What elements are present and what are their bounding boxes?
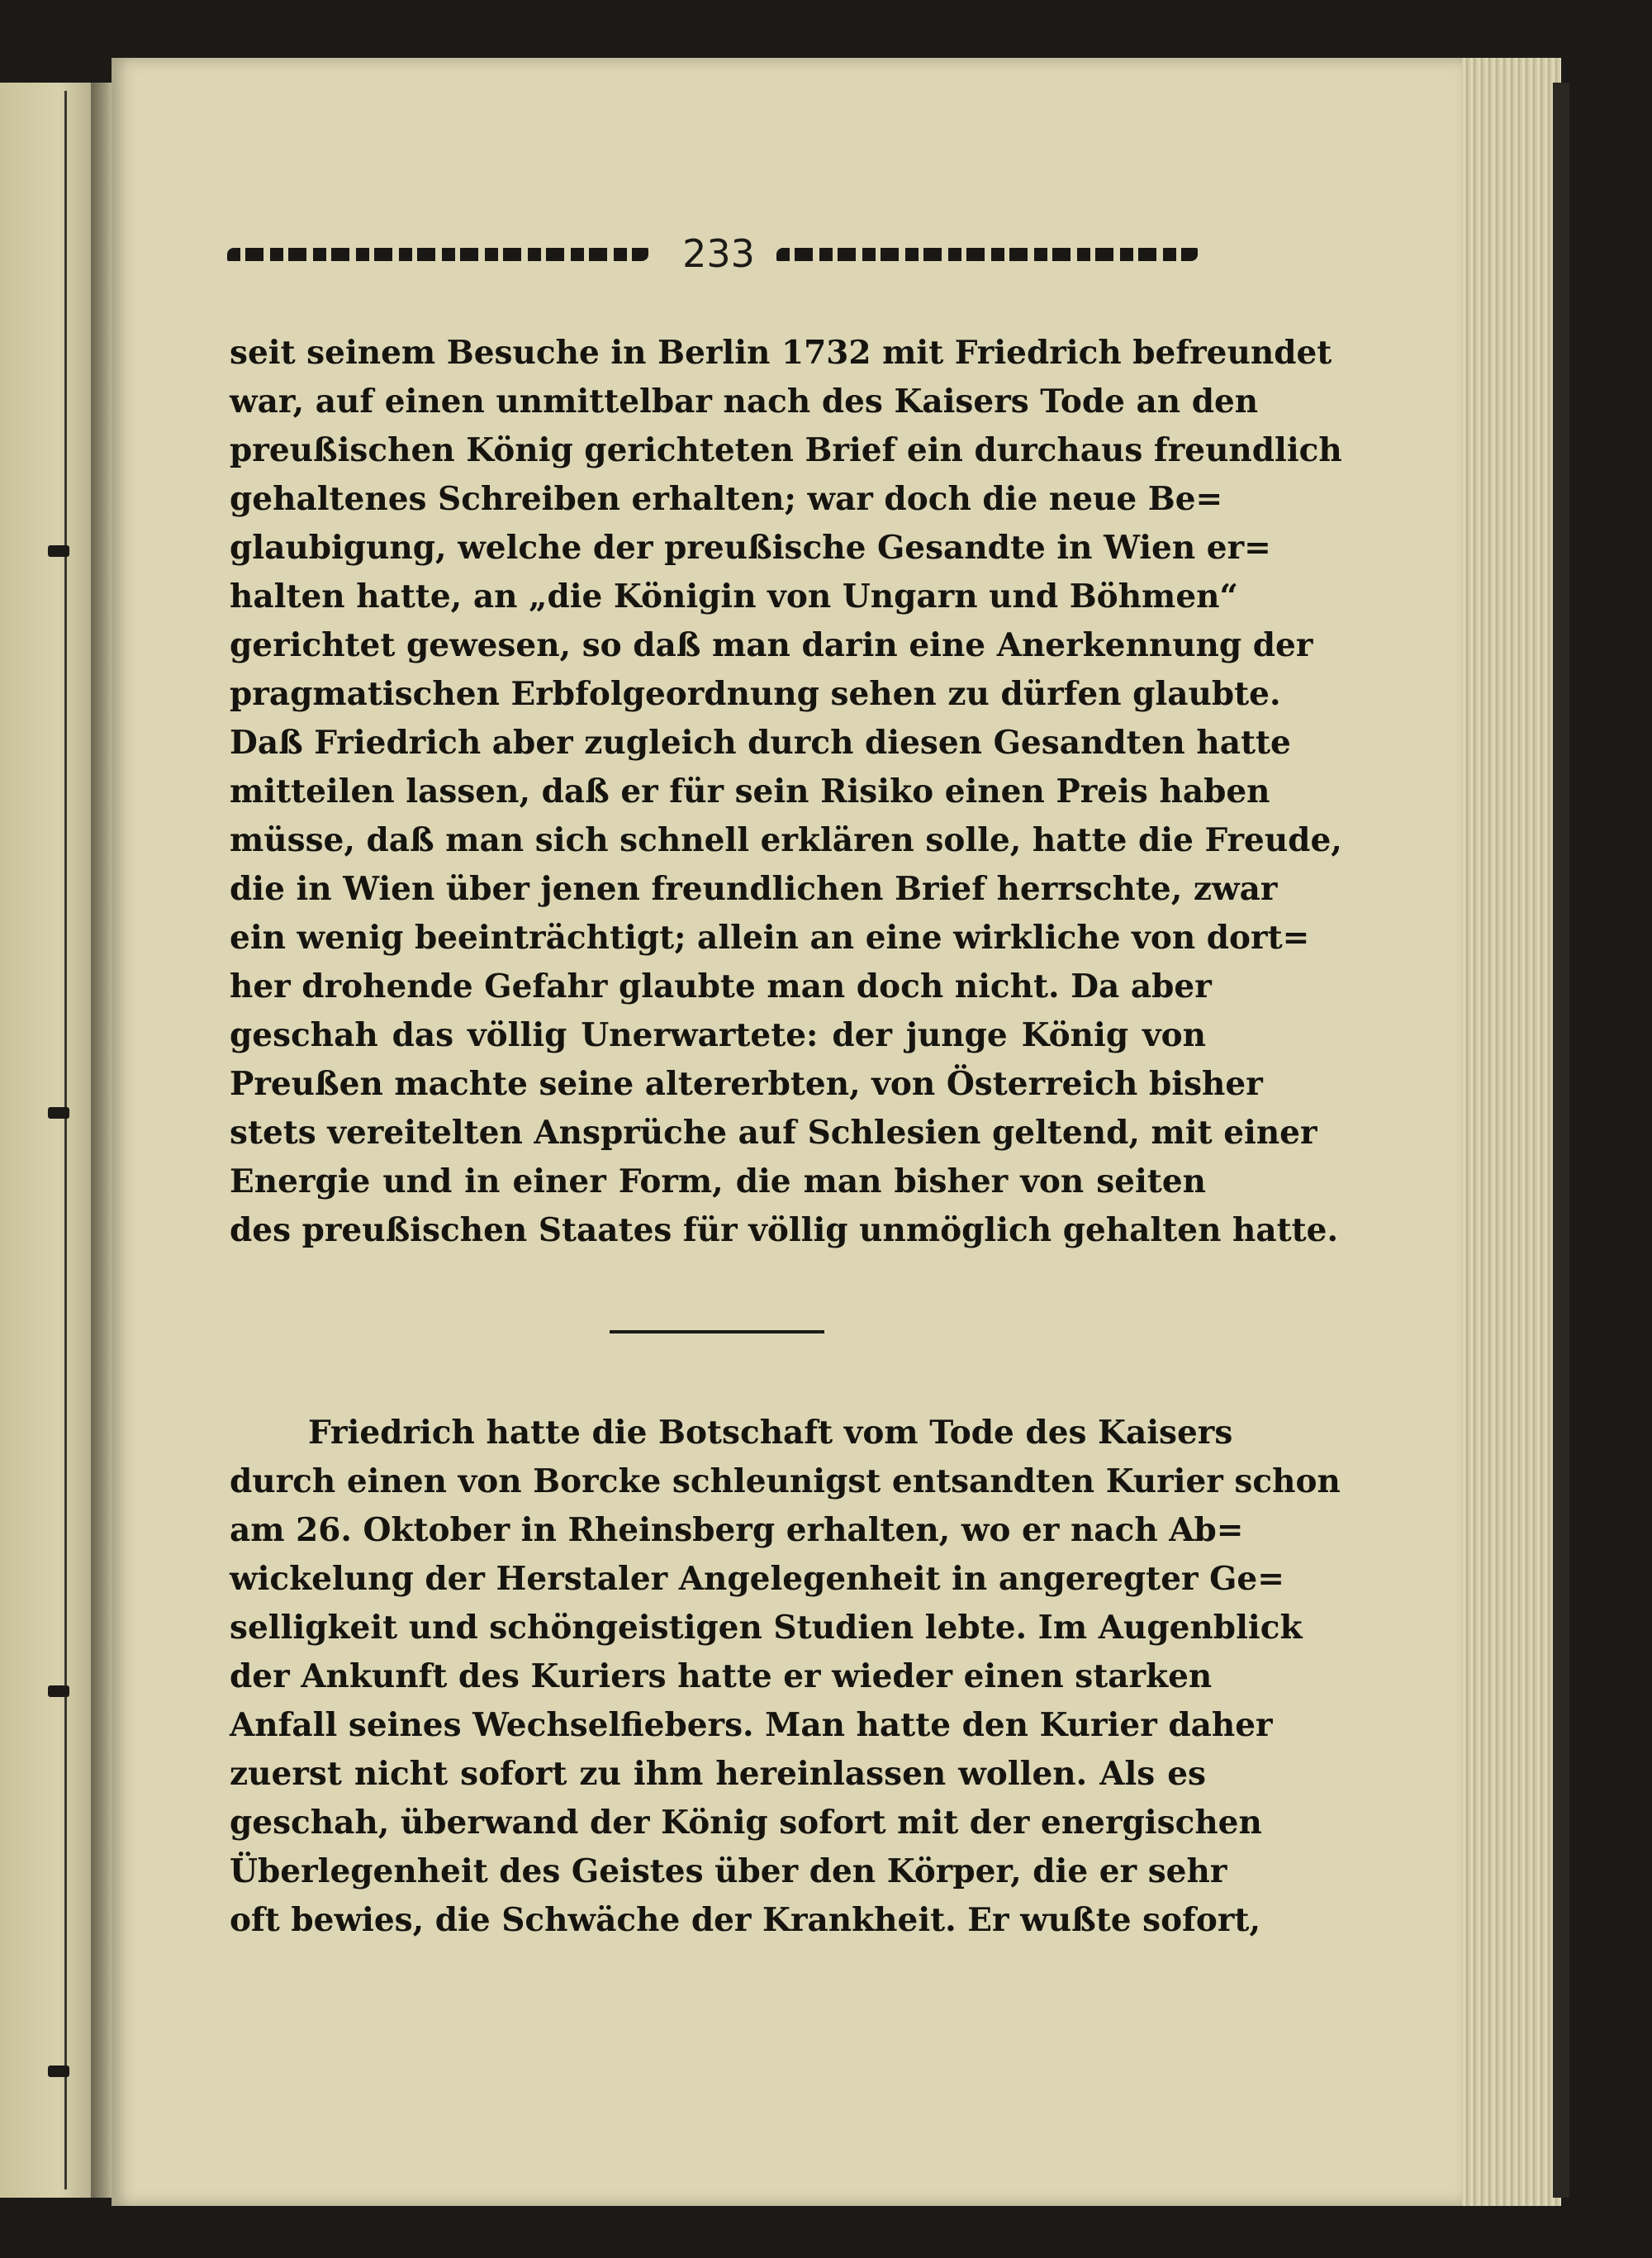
- paragraph-1: [230, 329, 1342, 1255]
- page-number: 233: [682, 231, 755, 276]
- text-line: Friedrich hatte die Botschaft vom Tode des Kaisers: [308, 1414, 1233, 1452]
- text-line: gerichtet gewesen, so daß man darin eine Anerkennung der: [230, 626, 1313, 664]
- binding-mark: [48, 545, 69, 557]
- text-line: der Ankunft des Kuriers hatte er wieder einen starken: [230, 1657, 1213, 1695]
- text-line: durch einen von Borcke schleunigst entsandten Kurier schon: [230, 1462, 1341, 1500]
- binding-mark: [48, 1107, 69, 1119]
- text-line: ein wenig beeinträchtigt; allein an eine wirkliche von dort=: [230, 919, 1310, 957]
- text-line: geschah, überwand der König sofort mit der energischen: [230, 1804, 1262, 1842]
- text-line: mitteilen lassen, daß er für sein Risiko einen Preis haben: [230, 772, 1270, 811]
- text-line: oft bewies, die Schwäche der Krankheit. Er wußte sofort,: [230, 1901, 1261, 1939]
- text-line: selligkeit und schöngeistigen Studien lebte. Im Augenblick: [230, 1609, 1303, 1647]
- text-line: des preußischen Staates für völlig unmöglich gehalten hatte.: [230, 1211, 1339, 1249]
- running-header: [227, 233, 1202, 274]
- text-line: geschah das völlig Unerwartete: der junge König von: [230, 1016, 1206, 1054]
- paragraph-2: [230, 1409, 1341, 1945]
- text-line: Anfall seines Wechselfiebers. Man hatte den Kurier daher: [230, 1706, 1273, 1744]
- text-line: zuerst nicht sofort zu ihm hereinlassen wollen. Als es: [230, 1755, 1206, 1793]
- text-line: seit seinem Besuche in Berlin 1732 mit Friedrich befreundet: [230, 334, 1332, 372]
- text-line: Preußen machte seine altererbten, von Österreich bisher: [230, 1065, 1263, 1103]
- section-divider: [610, 1330, 824, 1333]
- text-line: Energie und in einer Form, die man bisher von seiten: [230, 1162, 1206, 1200]
- text-line: wickelung der Herstaler Angelegenheit in angeregter Ge=: [230, 1560, 1284, 1598]
- text-line: glaubigung, welche der preußische Gesandte in Wien er=: [230, 529, 1271, 567]
- header-ornament-right: [776, 248, 1198, 261]
- text-line: Daß Friedrich aber zugleich durch diesen Gesandten hatte: [230, 724, 1291, 762]
- text-line: halten hatte, an „die Königin von Ungarn und Böhmen“: [230, 578, 1238, 616]
- binding-mark: [48, 1685, 69, 1697]
- cover-edge: [1553, 83, 1569, 2198]
- text-line: preußischen König gerichteten Brief ein durchaus freundlich: [230, 431, 1342, 469]
- text-line: die in Wien über jenen freundlichen Brief herrschte, zwar: [230, 870, 1278, 908]
- binding-mark: [48, 2065, 69, 2077]
- text-line: Überlegenheit des Geistes über den Körper, die er sehr: [230, 1852, 1227, 1890]
- text-line: her drohende Gefahr glaubte man doch nicht. Da aber: [230, 967, 1212, 1005]
- text-line: am 26. Oktober in Rheinsberg erhalten, wo er nach Ab=: [230, 1511, 1244, 1549]
- page-stack-edge: [1462, 58, 1561, 2206]
- header-ornament-left: [227, 248, 648, 261]
- text-line: war, auf einen unmittelbar nach des Kaisers Tode an den: [230, 383, 1259, 421]
- left-page-edge-line: [64, 91, 67, 2189]
- text-line: pragmatischen Erbfolgeordnung sehen zu dürfen glaubte.: [230, 675, 1281, 713]
- text-line: müsse, daß man sich schnell erklären solle, hatte die Freude,: [230, 821, 1342, 859]
- text-line: stets vereitelten Ansprüche auf Schlesien geltend, mit einer: [230, 1114, 1317, 1152]
- text-line: gehaltenes Schreiben erhalten; war doch die neue Be=: [230, 480, 1223, 518]
